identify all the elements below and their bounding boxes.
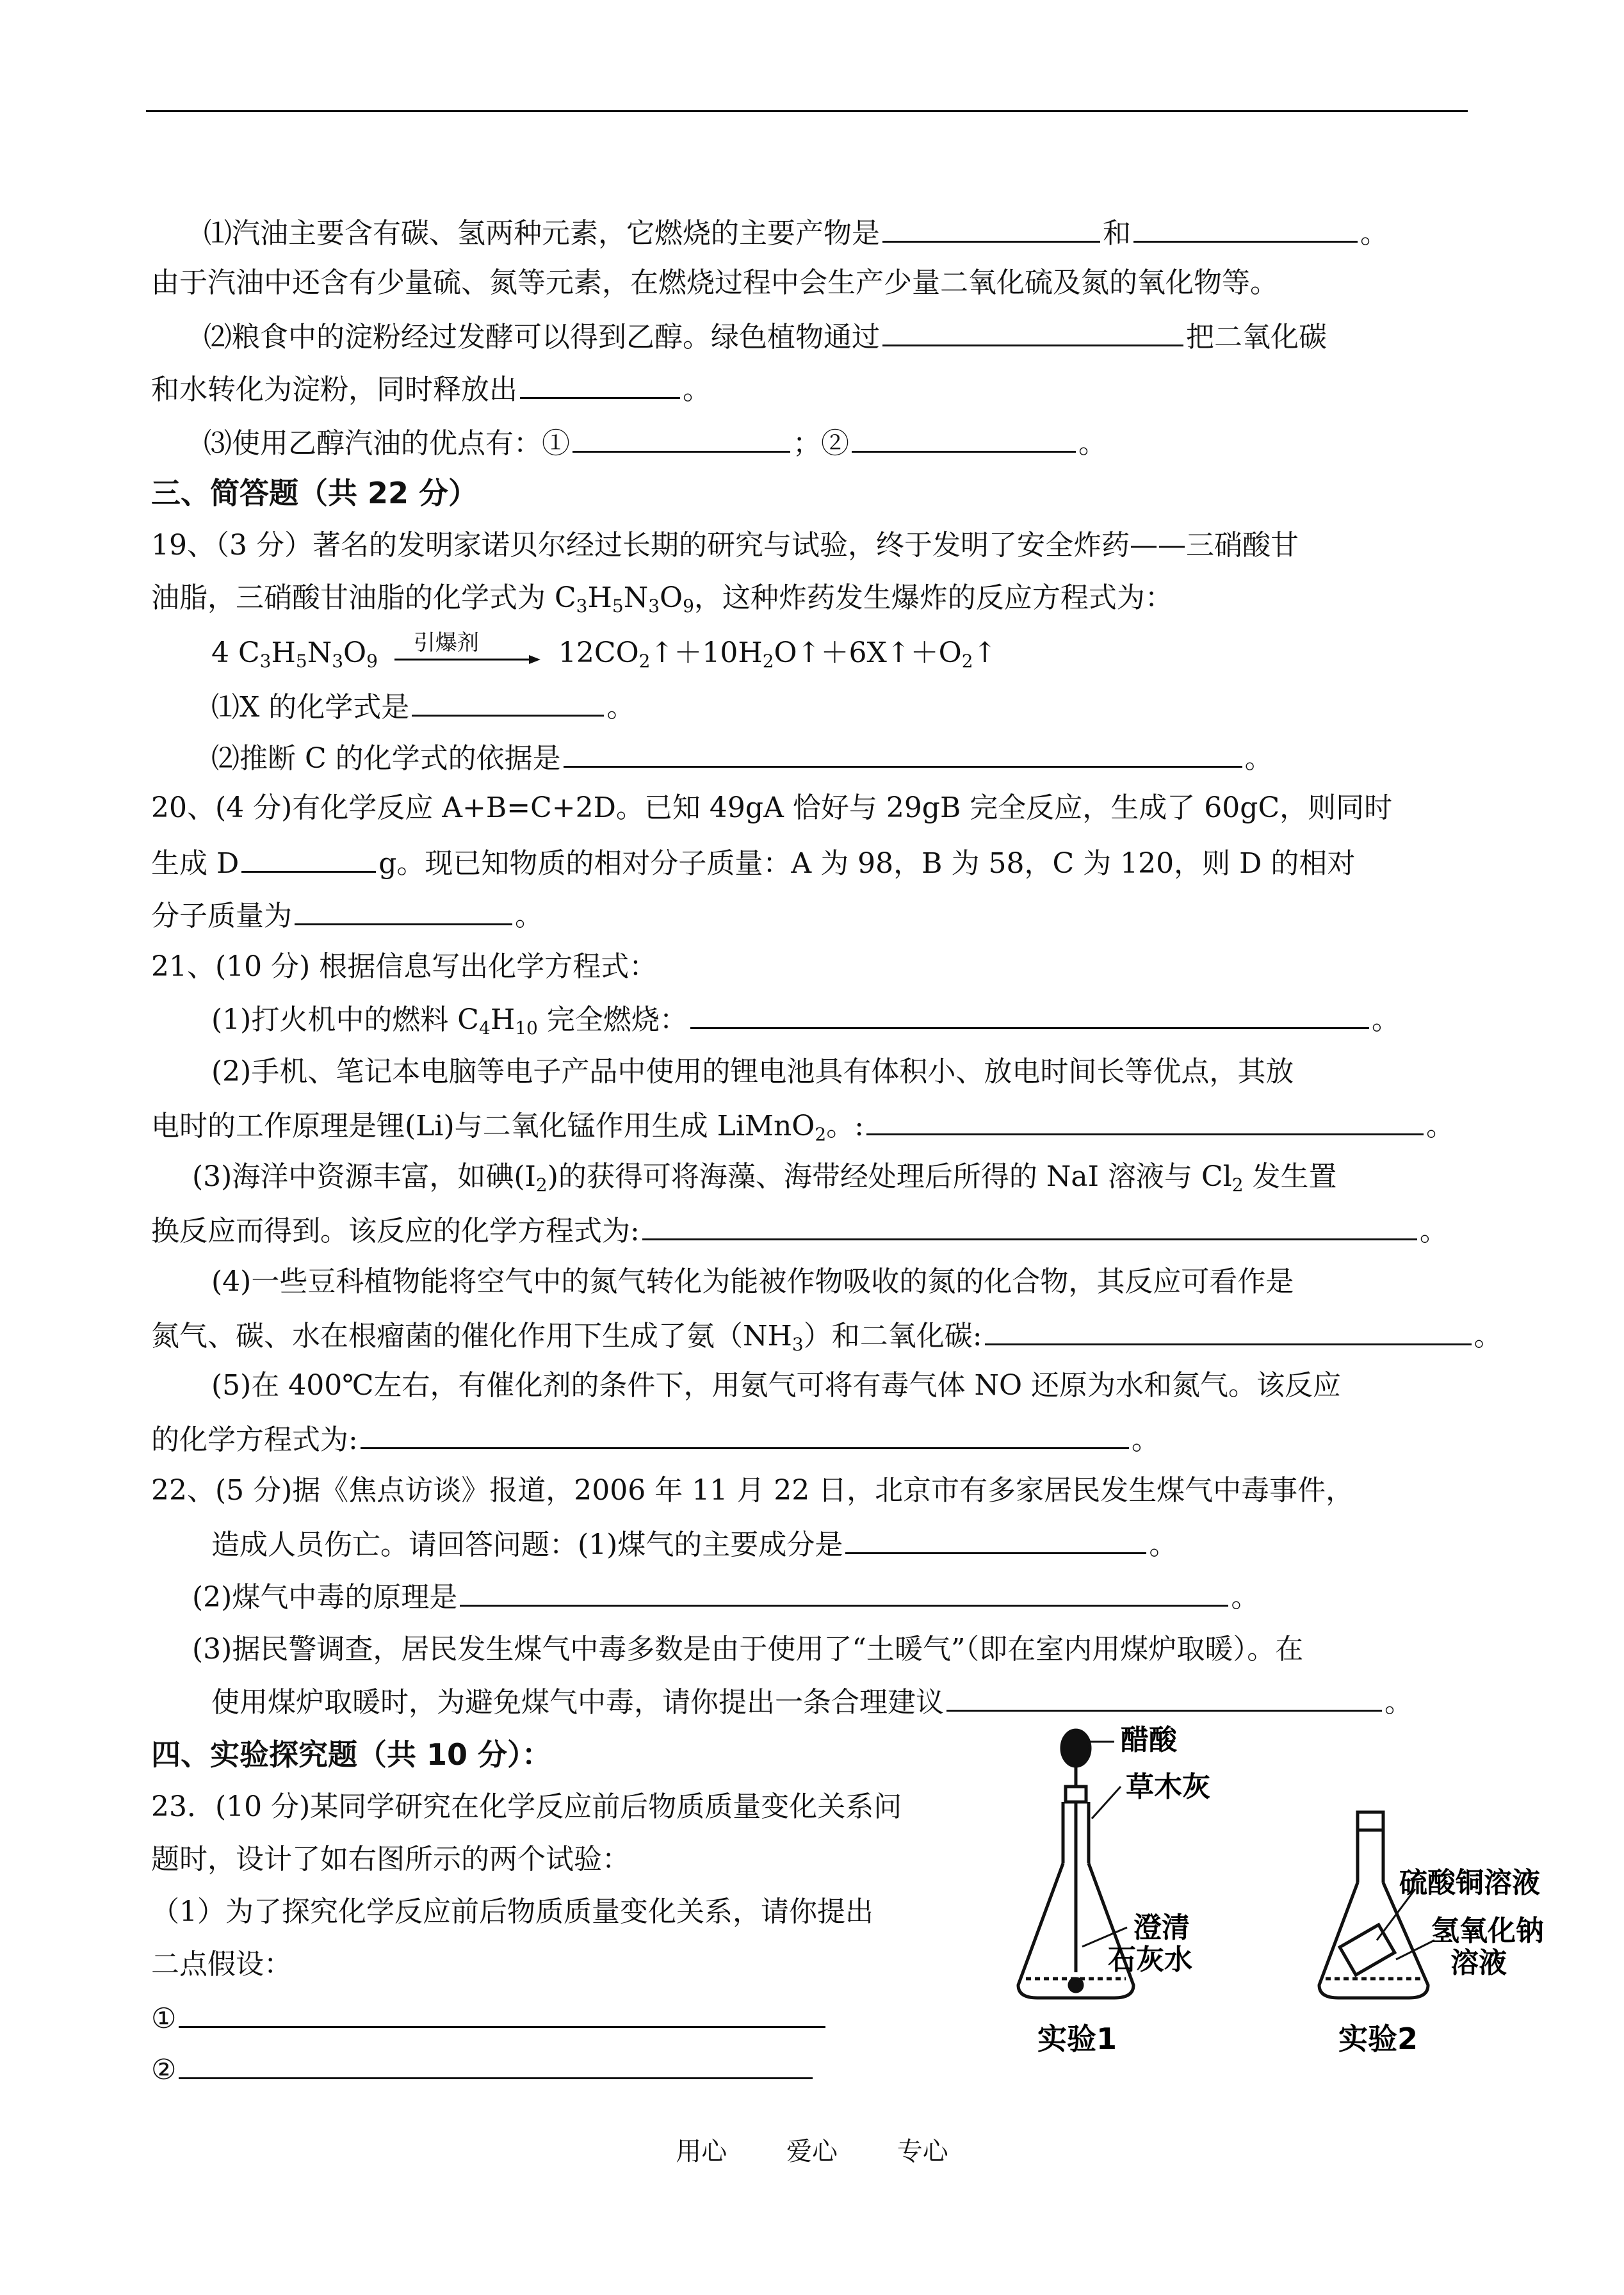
q18-part1-note: 由于汽油中还含有少量硫、氮等元素，在燃烧过程中会生产少量二氧化硫及氮的氧化物等。 — [151, 266, 1278, 299]
q21-sub4: (4)一些豆科植物能将空气中的氮气转化为能被作物吸收的氮的化合物，其反应可看作是 — [211, 1265, 1294, 1298]
answer-blank[interactable] — [845, 1524, 1146, 1554]
q21-sub3-cont: 换反应而得到。该反应的化学方程式为: 。 — [151, 1210, 1448, 1251]
experiment2-flask-icon — [1319, 1812, 1428, 1998]
section3-title: 三、简答题（共 22 分） — [151, 476, 478, 510]
q21-sub5-cont: 的化学方程式为: 。 — [151, 1419, 1160, 1459]
q22-sub1: 造成人员伤亡。请回答问题：(1)煤气的主要成分是 。 — [211, 1524, 1177, 1564]
q21-sub5: (5)在 400℃左右，有催化剂的条件下，用氨气可将有毒气体 NO 还原为水和氮气。该反应 — [211, 1369, 1342, 1402]
q23-answer2: ② — [151, 2049, 815, 2089]
q18-part2-cont: 和水转化为淀粉，同时释放出 。 — [151, 369, 711, 409]
answer-blank[interactable] — [564, 738, 1242, 768]
label-solution: 溶液 — [1450, 1947, 1507, 1979]
page-footer — [0, 2131, 1624, 2168]
answer-blank[interactable] — [642, 1210, 1417, 1240]
answer-blank[interactable] — [179, 2049, 813, 2079]
answer-blank[interactable] — [520, 369, 680, 399]
q18-part2: ⑵粮食中的淀粉经过发酵可以得到乙醇。绿色植物通过 把二氧化碳 — [204, 316, 1327, 357]
q21-sub2-cont: 电时的工作原理是锂(Li)与二氧化锰作用生成 LiMnO$_2$。: 。 — [151, 1105, 1454, 1146]
answer-blank[interactable] — [412, 686, 604, 717]
answer-blank[interactable] — [460, 1577, 1228, 1607]
q22-sub3: (3)据民警调查，居民发生煤气中毒多数是由于使用了“土暖气”（即在室内用煤炉取暖）。在 — [192, 1633, 1304, 1666]
label-limewater-1: 澄清 — [1133, 1911, 1190, 1944]
answer-blank[interactable] — [946, 1682, 1382, 1712]
q23-text: （1）为了探究化学反应前后物质质量变化关系，请你提出 — [151, 1895, 873, 1928]
answer-blank[interactable] — [866, 1105, 1424, 1135]
answer-blank[interactable] — [882, 316, 1183, 346]
answer-blank[interactable] — [241, 843, 376, 873]
answer-blank[interactable] — [295, 895, 512, 925]
q21-sub4-cont: 氮气、碳、水在根瘤菌的催化作用下生成了氨$(NH_3)$和二氧化碳: 。 — [151, 1315, 1502, 1356]
arrow-icon — [394, 653, 542, 666]
answer-blank[interactable] — [1133, 213, 1358, 243]
answer-blank[interactable] — [179, 1998, 825, 2028]
answer-blank[interactable] — [852, 423, 1076, 453]
q19-text: 19、（3 分）著名的发明家诺贝尔经过长期的研究与试验，终于发明了安全炸药——三硝酸甘 — [151, 529, 1299, 562]
footer-word: 爱心 — [786, 2137, 838, 2166]
arrow-condition: 引爆剂 — [413, 630, 479, 656]
answer-blank[interactable] — [361, 1419, 1129, 1449]
footer-word: 用心 — [676, 2137, 727, 2166]
answer-blank[interactable] — [572, 423, 790, 453]
q23-text: 23．(10 分)某同学研究在化学反应前后物质质量变化关系问 — [151, 1790, 902, 1823]
q18-part1: ⑴汽油主要含有碳、氢两种元素，它燃烧的主要产物是 和 。 — [204, 213, 1388, 253]
q22-sub2: (2)煤气中毒的原理是 。 — [192, 1577, 1259, 1617]
q20-text: 20、(4 分)有化学反应 A+B=C+2D。已知 49gA 恰好与 29gB 完全反应，生成了 60gC，则同时 — [151, 791, 1393, 824]
q22-text: 22、(5 分)据《焦点访谈》报道，2006 年 11 月 22 日，北京市有多家居民发生煤气中毒事件， — [151, 1474, 1354, 1507]
q18-part3: ⑶使用乙醇汽油的优点有：① ；② 。 — [204, 423, 1107, 463]
q21-sub1: (1)打火机中的燃料 $C_4H_{10}$ 完全燃烧： 。 — [211, 999, 1400, 1039]
answer-blank[interactable] — [985, 1315, 1472, 1345]
section4-title: 四、实验探究题（共 10 分）： — [151, 1737, 552, 1772]
q23-text: 题时，设计了如右图所示的两个试验： — [151, 1843, 630, 1876]
q20-text: 分子质量为 。 — [151, 895, 543, 936]
q21-sub3: (3)海洋中资源丰富，如碘$(I_2)$的获得可将海藻、海带经处理后所得的 NaI 溶液与 $Cl_2$ 发生置 — [192, 1160, 1337, 1196]
answer-blank[interactable] — [690, 999, 1369, 1029]
answer-blank[interactable] — [882, 213, 1100, 243]
q22-sub3-cont: 使用煤炉取暖时，为避免煤气中毒，请你提出一条合理建议 。 — [211, 1682, 1413, 1722]
experiment-figure — [1012, 1716, 1575, 2100]
q19-equation: 4 $C_3H_5N_3O_9$ 引爆剂 $12CO_2↑+10H_2O↑+6X↑+O_2↑$ — [211, 634, 996, 672]
label-plant-ash: 草木灰 — [1126, 1771, 1210, 1803]
q21-title: 21、(10 分) 根据信息写出化学方程式： — [151, 950, 658, 983]
reaction-arrow — [394, 630, 542, 672]
label-acetic-acid: 醋酸 — [1121, 1724, 1177, 1756]
q20-text: 生成 D g。现已知物质的相对分子质量：A 为 98，B 为 58，C 为 120，则 D 的相对 — [151, 843, 1355, 883]
q19-sub2: ⑵推断 C 的化学式的依据是 。 — [211, 738, 1273, 778]
footer-word: 专心 — [897, 2137, 948, 2166]
header-rule — [146, 110, 1468, 112]
q21-sub2: (2)手机、笔记本电脑等电子产品中使用的锂电池具有体积小、放电时间长等优点，其放 — [211, 1055, 1294, 1088]
label-limewater-2: 石灰水 — [1108, 1943, 1192, 1976]
label-sodium-hydroxide: 氢氧化钠 — [1431, 1915, 1544, 1947]
q23-text: 二点假设： — [151, 1948, 292, 1981]
q23-answer1: ① — [151, 1998, 828, 2038]
q19-text: 油脂，三硝酸甘油脂的化学式为 $C_3H_5N_3O_9$，这种炸药发生爆炸的反应方程式为： — [151, 581, 1173, 617]
caption-experiment2: 实验2 — [1338, 2022, 1418, 2056]
caption-experiment1: 实验1 — [1037, 2022, 1117, 2056]
q19-sub1: ⑴X 的化学式是 。 — [211, 686, 635, 727]
label-copper-sulfate: 硫酸铜溶液 — [1399, 1867, 1540, 1899]
